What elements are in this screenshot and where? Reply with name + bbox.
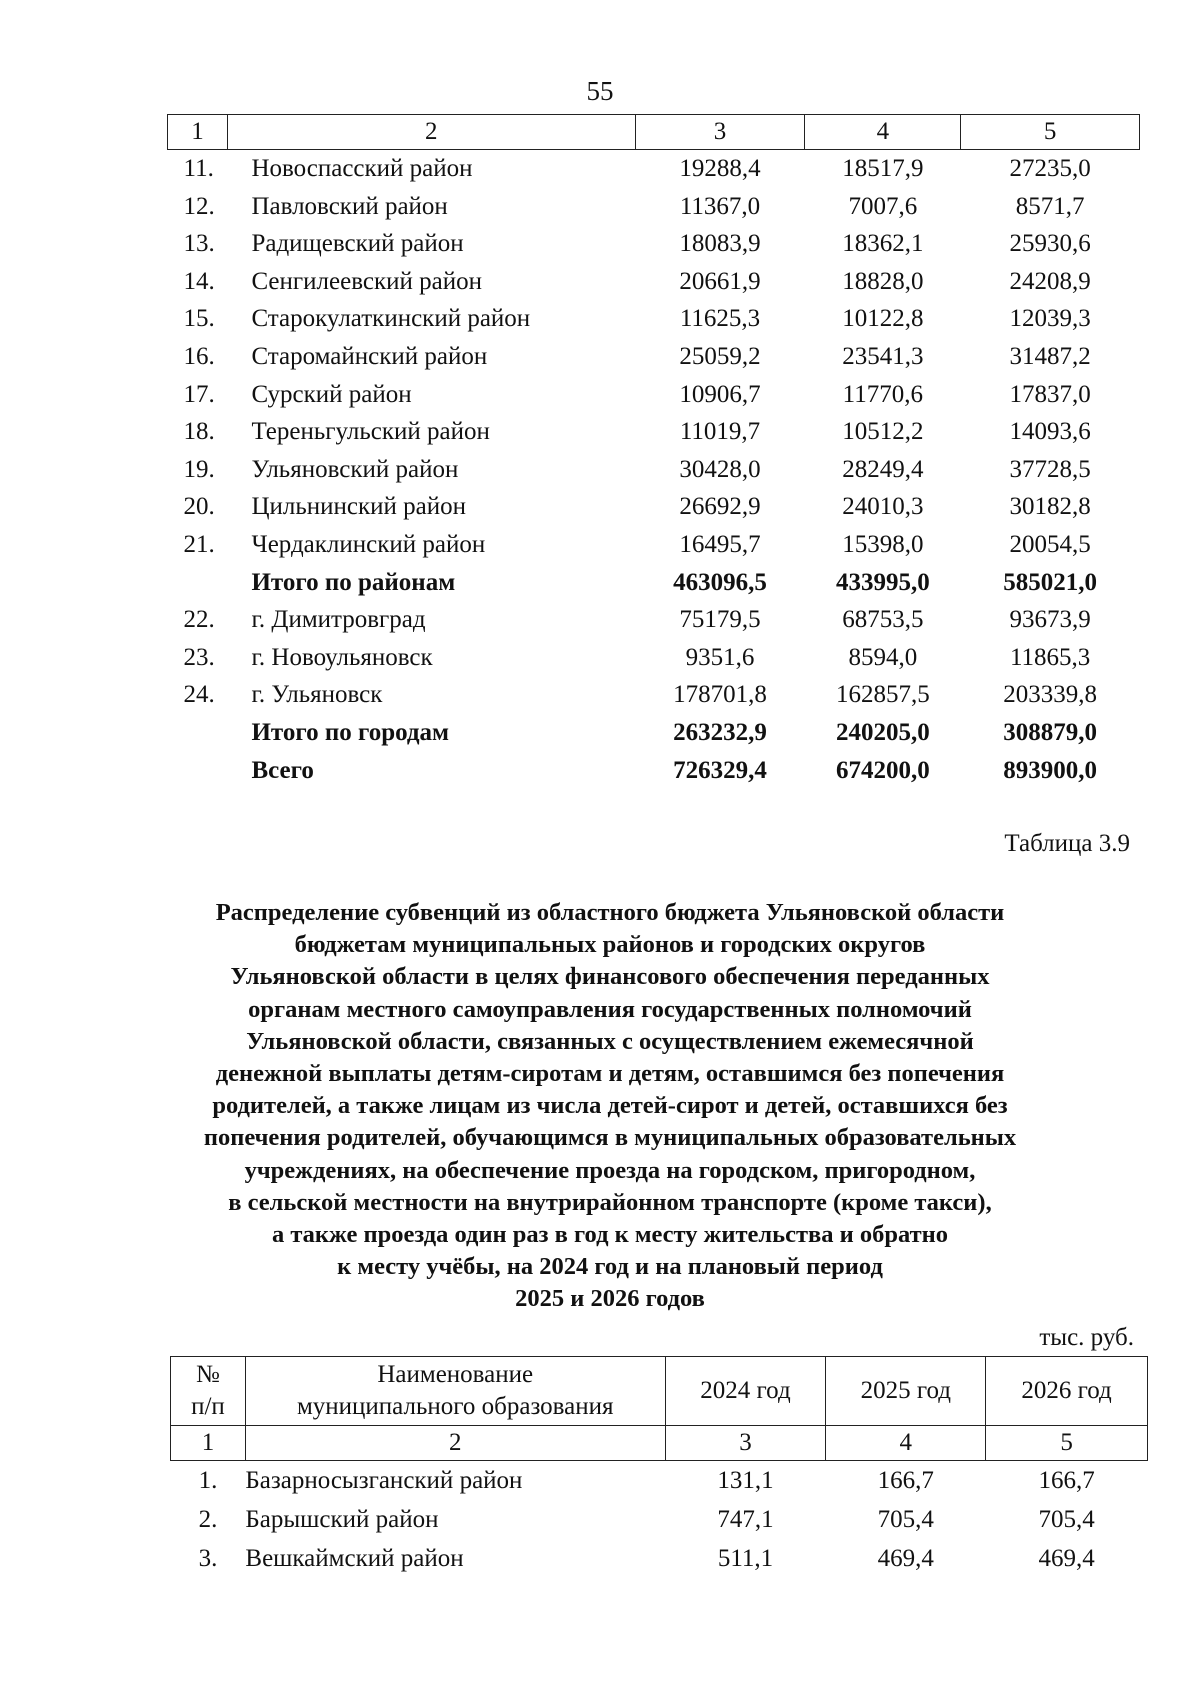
title-line: Ульяновской области в целях финансового обеспечения переданных	[230, 963, 990, 991]
value-2026: 166,7	[1038, 1467, 1095, 1494]
table-row	[168, 225, 1140, 263]
column-index: 4	[826, 1426, 986, 1461]
value-2025: 11770,6	[842, 380, 923, 408]
row-number: 12.	[183, 192, 215, 220]
value-2026: 25930,6	[1009, 230, 1091, 258]
subvention-table	[170, 1356, 1148, 1578]
value-2024: 18083,9	[679, 230, 761, 258]
value-2026: 24208,9	[1009, 267, 1091, 295]
value-2026: 37728,5	[1009, 455, 1091, 483]
row-name: Всего	[251, 756, 314, 784]
value-2025: 28249,4	[842, 455, 924, 483]
value-2026: 705,4	[1038, 1506, 1095, 1533]
column-index: 5	[986, 1426, 1148, 1461]
value-2025: 10122,8	[842, 305, 924, 333]
value-2026: 31487,2	[1009, 342, 1091, 370]
row-name: Итого по городам	[251, 718, 450, 746]
row-number: 21.	[183, 530, 215, 558]
table-row	[171, 1500, 1148, 1539]
value-2024: 26692,9	[679, 493, 761, 521]
row-name: Старокулаткинский район	[251, 305, 531, 333]
value-2025: 18517,9	[842, 155, 924, 182]
header-name	[245, 1357, 665, 1426]
value-2024: 263232,9	[673, 718, 767, 746]
row-number: 22.	[183, 606, 215, 634]
value-2024: 511,1	[717, 1545, 774, 1572]
title-line: в сельской местности на внутрирайонном транспорте (кроме такси),	[228, 1188, 992, 1216]
column-index: 5	[961, 115, 1140, 150]
value-2024: 16495,7	[679, 530, 761, 558]
title-line: попечения родителей, обучающимся в муниципальных образовательных	[203, 1124, 1017, 1152]
value-2026: 469,4	[1038, 1545, 1095, 1572]
title-line: органам местного самоуправления государственных полномочий	[248, 995, 972, 1023]
header-2025: 2025 год	[826, 1357, 986, 1426]
title-line: Ульяновской области, связанных с осуществлением ежемесячной	[246, 1027, 974, 1055]
row-number: 1.	[198, 1467, 218, 1494]
subvention-table-continuation	[167, 114, 1140, 789]
table-row	[171, 1461, 1148, 1501]
row-name: г. Димитровград	[251, 606, 426, 634]
table-row	[168, 338, 1140, 376]
value-2026: 93673,9	[1009, 606, 1091, 634]
value-2025: 7007,6	[848, 192, 918, 220]
table-row	[168, 601, 1140, 639]
page-number: 55	[586, 76, 614, 106]
row-name: Цильнинский район	[251, 493, 467, 521]
value-2024: 10906,7	[679, 380, 761, 408]
value-2025: 24010,3	[842, 493, 924, 521]
title-line: 2025 и 2026 годов	[515, 1285, 705, 1313]
row-name: Павловский район	[251, 192, 448, 220]
value-2025: 18362,1	[842, 230, 924, 258]
header-2024: 2024 год	[665, 1357, 826, 1426]
table-row	[168, 263, 1140, 301]
table-row	[168, 376, 1140, 414]
value-2026: 11865,3	[1009, 643, 1091, 671]
value-2025: 162857,5	[835, 681, 930, 709]
value-2026: 12039,3	[1009, 305, 1091, 333]
unit-label: тыс. руб.	[1039, 1324, 1134, 1351]
row-name: Вешкаймский район	[245, 1545, 464, 1572]
column-index: 2	[227, 115, 635, 150]
column-index: 2	[245, 1426, 665, 1461]
column-index-row	[168, 115, 1140, 150]
value-2025: 433995,0	[835, 568, 930, 596]
row-number: 2.	[198, 1506, 218, 1533]
value-2024: 726329,4	[673, 756, 767, 784]
table-row	[168, 150, 1140, 188]
value-2024: 75179,5	[679, 606, 761, 634]
table-row	[168, 639, 1140, 677]
value-2024: 131,1	[717, 1467, 774, 1494]
value-2024: 25059,2	[679, 342, 761, 370]
title-line: учреждениях, на обеспечение проезда на городском, пригородном,	[244, 1156, 976, 1184]
row-name: Новоспасский район	[251, 155, 473, 182]
row-name: Сурский район	[251, 380, 412, 408]
value-2026: 20054,5	[1009, 530, 1091, 558]
row-name: Чердаклинский район	[251, 530, 486, 558]
value-2026: 308879,0	[1003, 718, 1097, 746]
table-title	[160, 897, 1060, 1316]
row-number: 16.	[183, 342, 215, 370]
row-name: Барышский район	[245, 1506, 439, 1533]
row-number	[168, 752, 228, 790]
header-number	[171, 1357, 246, 1426]
value-2024: 463096,5	[673, 568, 767, 596]
table-row	[168, 188, 1140, 226]
value-2026: 27235,0	[1009, 155, 1091, 182]
row-number: 24.	[183, 681, 215, 709]
value-2025: 8594,0	[848, 643, 918, 671]
row-name: Базарносызганский район	[245, 1467, 523, 1494]
table-row	[168, 564, 1140, 602]
column-index: 1	[168, 115, 228, 150]
value-2025: 68753,5	[842, 606, 924, 634]
row-name: Сенгилеевский район	[251, 267, 482, 295]
value-2025: 10512,2	[842, 418, 924, 446]
row-name: Ульяновский район	[251, 455, 459, 483]
row-name: Итого по районам	[251, 568, 456, 596]
row-number: 14.	[183, 267, 215, 295]
table-row	[171, 1539, 1148, 1578]
value-2024: 11625,3	[679, 305, 761, 333]
value-2026: 585021,0	[1003, 568, 1097, 596]
value-2025: 469,4	[877, 1545, 934, 1572]
title-line: Распределение субвенций из областного бюджета Ульяновской области	[215, 899, 1005, 926]
value-2026: 17837,0	[1009, 380, 1091, 408]
table-row	[168, 413, 1140, 451]
row-number: 3.	[198, 1545, 218, 1572]
value-2024: 11367,0	[679, 192, 761, 220]
row-number: 11.	[183, 155, 214, 182]
value-2025: 23541,3	[842, 342, 924, 370]
value-2025: 15398,0	[842, 530, 924, 558]
row-name: Старомайнский район	[251, 342, 488, 370]
table-label: Таблица 3.9	[1004, 830, 1130, 857]
header-number-line1: №	[196, 1361, 220, 1388]
value-2026: 8571,7	[1015, 192, 1085, 220]
column-index: 4	[805, 115, 961, 150]
row-name: Радищевский район	[251, 230, 464, 258]
value-2024: 11019,7	[679, 418, 761, 446]
table-row	[168, 526, 1140, 564]
header-2026: 2026 год	[986, 1357, 1148, 1426]
header-name-line2: муниципального образования	[296, 1393, 614, 1420]
row-number: 18.	[183, 418, 215, 446]
value-2025: 166,7	[877, 1467, 934, 1494]
row-number	[168, 714, 228, 752]
value-2024: 20661,9	[679, 267, 761, 295]
value-2026: 203339,8	[1003, 681, 1097, 709]
value-2024: 178701,8	[673, 681, 767, 709]
value-2025: 674200,0	[835, 756, 930, 784]
table-row	[168, 752, 1140, 790]
column-index: 3	[635, 115, 805, 150]
row-name: Тереньгульский район	[251, 418, 490, 446]
title-line: денежной выплаты детям-сиротам и детям, оставшимся без попечения	[215, 1060, 1005, 1088]
title-line: родителей, а также лицам из числа детей-сирот и детей, оставшихся без	[212, 1092, 1008, 1120]
row-name: г. Новоульяновск	[251, 643, 433, 671]
column-index: 3	[665, 1426, 826, 1461]
title-line: а также проезда один раз в год к месту жительства и обратно	[271, 1221, 949, 1249]
value-2024: 747,1	[717, 1506, 774, 1533]
table-row	[168, 714, 1140, 752]
value-2026: 893900,0	[1003, 756, 1097, 784]
row-number: 23.	[183, 643, 215, 671]
row-number: 20.	[183, 493, 215, 521]
value-2024: 30428,0	[679, 455, 761, 483]
row-name: г. Ульяновск	[251, 681, 383, 709]
value-2025: 18828,0	[842, 267, 924, 295]
header-number-line2: п/п	[191, 1393, 225, 1420]
column-index-row	[171, 1426, 1148, 1461]
row-number: 15.	[183, 305, 215, 333]
value-2024: 19288,4	[679, 155, 761, 182]
header-row	[171, 1357, 1148, 1426]
table-row	[168, 300, 1140, 338]
table-row	[168, 451, 1140, 489]
value-2026: 14093,6	[1009, 418, 1091, 446]
title-line: к месту учёбы, на 2024 год и на плановый период	[337, 1253, 883, 1281]
value-2026: 30182,8	[1009, 493, 1091, 521]
row-number: 13.	[183, 230, 215, 258]
table-row	[168, 676, 1140, 714]
table-row	[168, 488, 1140, 526]
value-2025: 240205,0	[835, 718, 930, 746]
row-number: 19.	[183, 455, 215, 483]
value-2025: 705,4	[877, 1506, 934, 1533]
value-2024: 9351,6	[685, 643, 755, 671]
row-number: 17.	[183, 380, 215, 408]
header-name-line1: Наименование	[377, 1361, 534, 1388]
row-number	[168, 564, 228, 602]
title-line: бюджетам муниципальных районов и городских округов	[294, 931, 926, 959]
column-index: 1	[171, 1426, 246, 1461]
